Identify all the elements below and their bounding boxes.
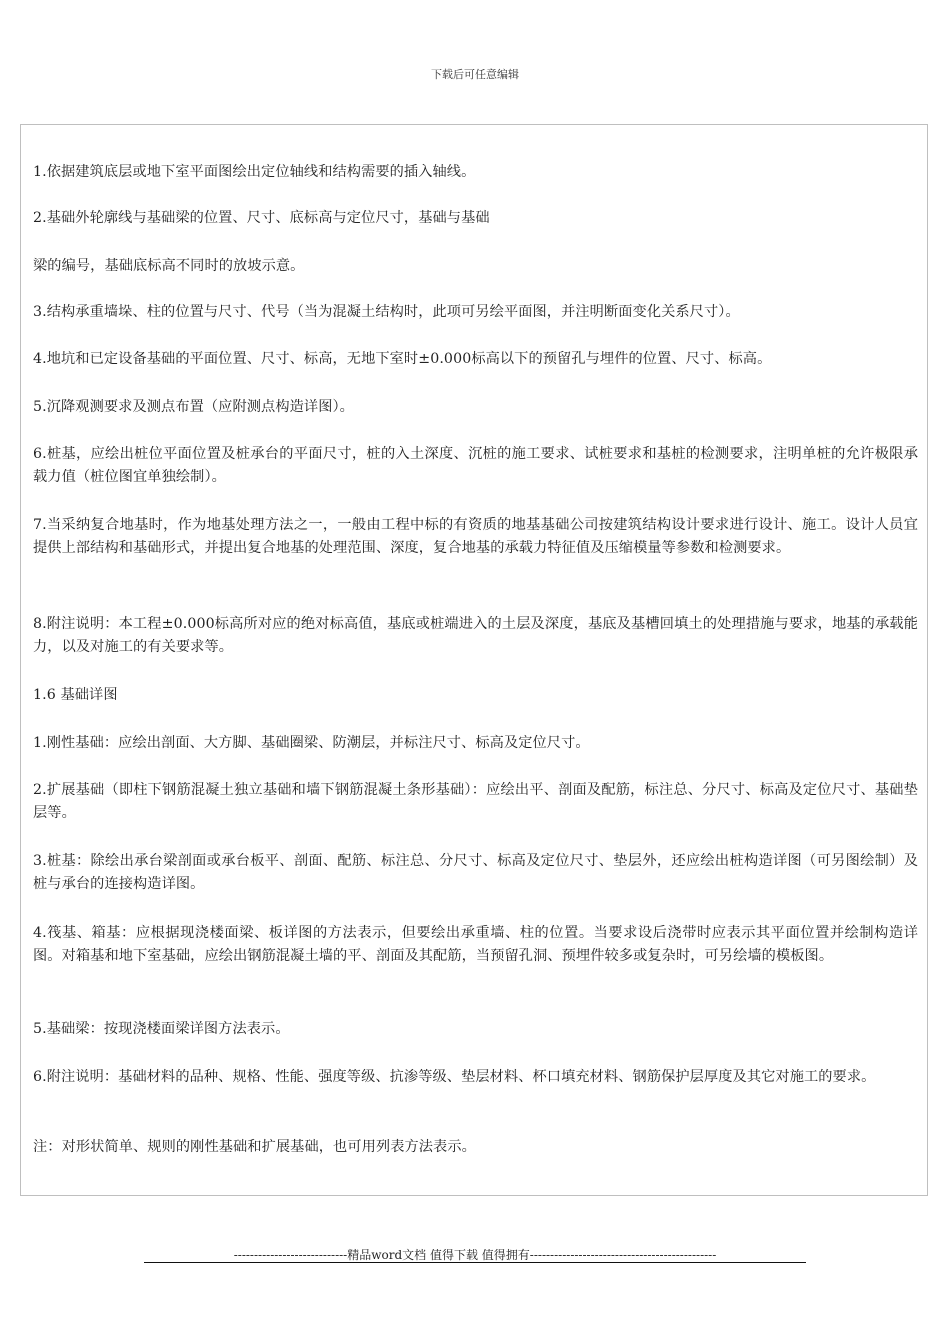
paragraph-14: 5.基础梁：按现浇楼面梁详图方法表示。: [33, 1021, 290, 1037]
page-footer: ----------------------------精品word文档 值得下载 值得拥有----------------------------------------------: [233, 1248, 717, 1262]
paragraph-7: 6.桩基，应绘出桩位平面位置及桩承台的平面尺寸，桩的入土深度、沉桩的施工要求、试桩要求和基桩的检测要求，注明单桩的允许极限承载力值（桩位图宜单独绘制）。: [33, 446, 918, 485]
paragraph-1: 1.依据建筑底层或地下室平面图绘出定位轴线和结构需要的插入轴线。: [33, 164, 476, 180]
paragraph-6: 5.沉降观测要求及测点布置（应附测点构造详图）。: [33, 399, 354, 415]
section-heading: 1.6 基础详图: [33, 687, 118, 703]
paragraph-13: 4.筏基、箱基：应根据现浇楼面梁、板详图的方法表示，但要绘出承重墙、柱的位置。当要求设后浇带时应表示其平面位置并绘制构造详图。对箱基和地下室基础，应绘出钢筋混凝土墙的平、剖面及其配筋，当预留孔洞、预埋件较多或复杂时，可另绘墙的模板图。: [33, 925, 918, 964]
note-paragraph: 注：对形状简单、规则的刚性基础和扩展基础，也可用列表方法表示。: [33, 1139, 476, 1155]
paragraph-4: 3.结构承重墙垛、柱的位置与尺寸、代号（当为混凝土结构时，此项可另绘平面图，并注明断面变化关系尺寸）。: [33, 304, 740, 320]
paragraph-9: 8.附注说明：本工程±0.000标高所对应的绝对标高值，基底或桩端进入的土层及深度，基底及基槽回填土的处理措施与要求，地基的承载能力，以及对施工的有关要求等。: [33, 616, 918, 655]
paragraph-12: 3.桩基：除绘出承台梁剖面或承台板平、剖面、配筋、标注总、分尺寸、标高及定位尺寸、垫层外，还应绘出桩构造详图（可另图绘制）及桩与承台的连接构造详图。: [33, 853, 918, 892]
page-header: 下载后可任意编辑: [431, 68, 519, 81]
paragraph-8: 7.当采纳复合地基时，作为地基处理方法之一，一般由工程中标的有资质的地基基础公司按建筑结构设计要求进行设计、施工。设计人员宜提供上部结构和基础形式，并提出复合地基的处理范围、深度，复合地基的承载力特征值及压缩模量等参数和检测要求。: [33, 517, 918, 556]
paragraph-10: 1.刚性基础：应绘出剖面、大方脚、基础圈梁、防潮层，并标注尺寸、标高及定位尺寸。: [33, 735, 590, 751]
paragraph-11: 2.扩展基础（即柱下钢筋混凝土独立基础和墙下钢筋混凝土条形基础）：应绘出平、剖面及配筋，标注总、分尺寸、标高及定位尺寸、基础垫层等。: [33, 782, 918, 821]
content-box: [20, 124, 928, 1196]
footer-rule: [144, 1262, 806, 1263]
paragraph-15: 6.附注说明：基础材料的品种、规格、性能、强度等级、抗渗等级、垫层材料、杯口填充材料、钢筋保护层厚度及其它对施工的要求。: [33, 1069, 876, 1085]
paragraph-3: 梁的编号，基础底标高不同时的放坡示意。: [33, 258, 305, 274]
paragraph-5: 4.地坑和已定设备基础的平面位置、尺寸、标高，无地下室时±0.000标高以下的预留孔与埋件的位置、尺寸、标高。: [33, 351, 772, 367]
paragraph-2: 2.基础外轮廓线与基础梁的位置、尺寸、底标高与定位尺寸，基础与基础: [33, 210, 490, 226]
